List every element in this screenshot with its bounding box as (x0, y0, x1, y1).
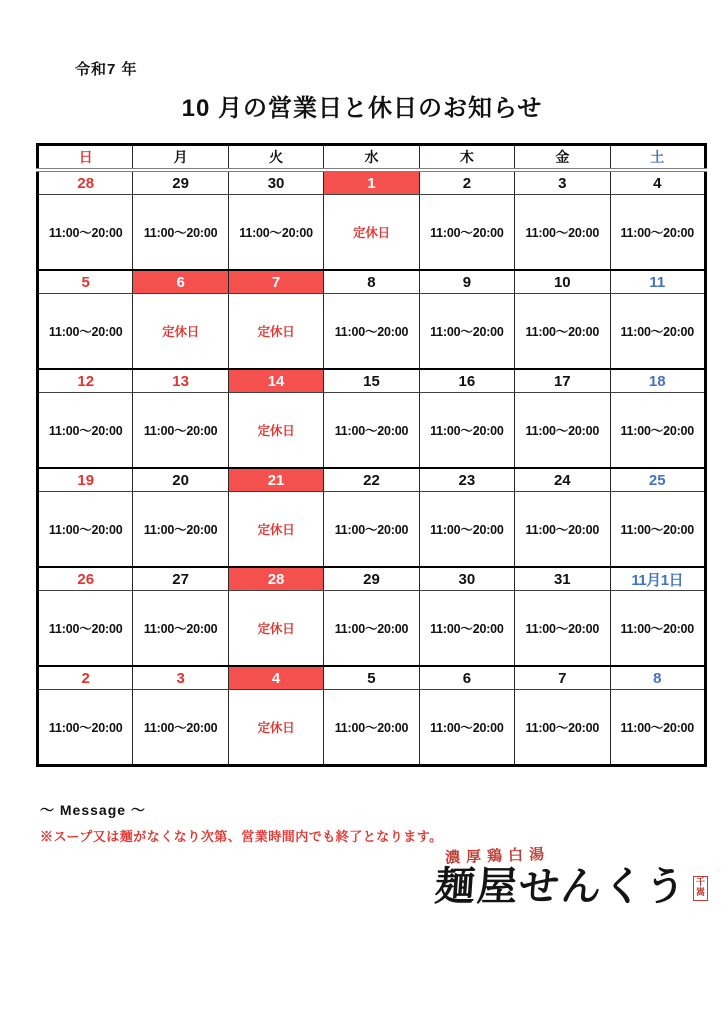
date-cell: 28 (38, 170, 133, 195)
date-cell: 26 (38, 567, 133, 591)
open-hours-cell: 11:00〜20:00 (419, 492, 514, 568)
date-cell: 17 (515, 369, 610, 393)
open-hours-cell: 11:00〜20:00 (133, 393, 228, 469)
open-hours-cell: 11:00〜20:00 (133, 690, 228, 766)
open-hours-cell: 11:00〜20:00 (324, 393, 419, 469)
open-hours-cell: 11:00〜20:00 (515, 195, 610, 271)
closed-day-cell: 定休日 (228, 294, 323, 370)
open-hours-cell: 11:00〜20:00 (610, 690, 705, 766)
date-cell: 29 (133, 170, 228, 195)
weekday-header-cell: 水 (324, 145, 419, 171)
date-cell: 15 (324, 369, 419, 393)
calendar-body (38, 170, 706, 766)
date-cell: 12 (38, 369, 133, 393)
date-cell: 25 (610, 468, 705, 492)
date-cell: 2 (38, 666, 133, 690)
date-cell: 30 (228, 170, 323, 195)
date-cell: 21 (228, 468, 323, 492)
date-cell: 16 (419, 369, 514, 393)
open-hours-cell: 11:00〜20:00 (324, 690, 419, 766)
date-cell: 30 (419, 567, 514, 591)
closed-day-cell: 定休日 (133, 294, 228, 370)
open-hours-cell: 11:00〜20:00 (38, 195, 133, 271)
open-hours-cell: 11:00〜20:00 (419, 393, 514, 469)
date-cell: 2 (419, 170, 514, 195)
date-cell: 11 (610, 270, 705, 294)
open-hours-cell: 11:00〜20:00 (419, 195, 514, 271)
open-hours-cell: 11:00〜20:00 (133, 195, 228, 271)
date-cell: 28 (228, 567, 323, 591)
date-cell: 5 (324, 666, 419, 690)
closed-day-cell: 定休日 (228, 591, 323, 667)
message-note: ※スープ又は麺がなくなり次第、営業時間内でも終了となります。 (40, 829, 443, 844)
logo-tagline: 濃厚鶏白湯 (444, 844, 551, 867)
date-cell: 18 (610, 369, 705, 393)
date-cell: 6 (133, 270, 228, 294)
open-hours-cell: 11:00〜20:00 (38, 294, 133, 370)
open-hours-cell: 11:00〜20:00 (610, 294, 705, 370)
closed-day-cell: 定休日 (228, 393, 323, 469)
closed-day-cell: 定休日 (324, 195, 419, 271)
seal-bottom-char: 嵩 (695, 887, 705, 898)
open-hours-cell: 11:00〜20:00 (38, 591, 133, 667)
weekday-header-cell: 木 (419, 145, 514, 171)
open-hours-cell: 11:00〜20:00 (419, 690, 514, 766)
date-cell: 29 (324, 567, 419, 591)
date-cell: 4 (228, 666, 323, 690)
date-cell: 9 (419, 270, 514, 294)
weekday-header-cell: 月 (133, 145, 228, 171)
open-hours-cell: 11:00〜20:00 (515, 492, 610, 568)
date-cell: 1 (324, 170, 419, 195)
weekday-header-cell: 火 (228, 145, 323, 171)
date-cell: 27 (133, 567, 228, 591)
hanko-seal-icon (693, 876, 708, 901)
shop-logo (435, 842, 708, 909)
open-hours-cell: 11:00〜20:00 (324, 294, 419, 370)
open-hours-cell: 11:00〜20:00 (38, 690, 133, 766)
date-cell: 24 (515, 468, 610, 492)
date-cell: 7 (515, 666, 610, 690)
weekday-header-cell: 日 (38, 145, 133, 171)
message-heading: 〜 Message 〜 (40, 802, 146, 818)
date-cell: 19 (38, 468, 133, 492)
open-hours-cell: 11:00〜20:00 (419, 591, 514, 667)
date-cell: 3 (133, 666, 228, 690)
date-cell: 4 (610, 170, 705, 195)
date-cell: 5 (38, 270, 133, 294)
era-year-label: 令和7 年 (75, 61, 138, 78)
open-hours-cell: 11:00〜20:00 (610, 492, 705, 568)
date-cell: 11月1日 (610, 567, 705, 591)
date-cell: 14 (228, 369, 323, 393)
date-cell: 31 (515, 567, 610, 591)
open-hours-cell: 11:00〜20:00 (419, 294, 514, 370)
weekday-header-cell: 土 (610, 145, 705, 171)
open-hours-cell: 11:00〜20:00 (515, 591, 610, 667)
logo-name-row (435, 865, 708, 909)
open-hours-cell: 11:00〜20:00 (515, 393, 610, 469)
closed-day-cell: 定休日 (228, 492, 323, 568)
open-hours-cell: 11:00〜20:00 (38, 492, 133, 568)
date-cell: 3 (515, 170, 610, 195)
date-cell: 10 (515, 270, 610, 294)
open-hours-cell: 11:00〜20:00 (324, 591, 419, 667)
date-cell: 13 (133, 369, 228, 393)
open-hours-cell: 11:00〜20:00 (515, 690, 610, 766)
open-hours-cell: 11:00〜20:00 (610, 393, 705, 469)
open-hours-cell: 11:00〜20:00 (610, 195, 705, 271)
closed-day-cell: 定休日 (228, 690, 323, 766)
weekday-header-row (38, 145, 706, 171)
date-cell: 8 (324, 270, 419, 294)
date-cell: 6 (419, 666, 514, 690)
date-cell: 8 (610, 666, 705, 690)
open-hours-cell: 11:00〜20:00 (515, 294, 610, 370)
open-hours-cell: 11:00〜20:00 (38, 393, 133, 469)
open-hours-cell: 11:00〜20:00 (133, 591, 228, 667)
open-hours-cell: 11:00〜20:00 (610, 591, 705, 667)
logo-shop-name: 麺屋せんくう (433, 863, 689, 910)
date-cell: 23 (419, 468, 514, 492)
open-hours-cell: 11:00〜20:00 (324, 492, 419, 568)
open-hours-cell: 11:00〜20:00 (133, 492, 228, 568)
date-cell: 20 (133, 468, 228, 492)
seal-top-char: 千 (695, 878, 705, 889)
page-title: 10 月の営業日と休日のお知らせ (181, 95, 543, 122)
calendar-table (36, 143, 707, 767)
open-hours-cell: 11:00〜20:00 (228, 195, 323, 271)
date-cell: 7 (228, 270, 323, 294)
date-cell: 22 (324, 468, 419, 492)
weekday-header-cell: 金 (515, 145, 610, 171)
